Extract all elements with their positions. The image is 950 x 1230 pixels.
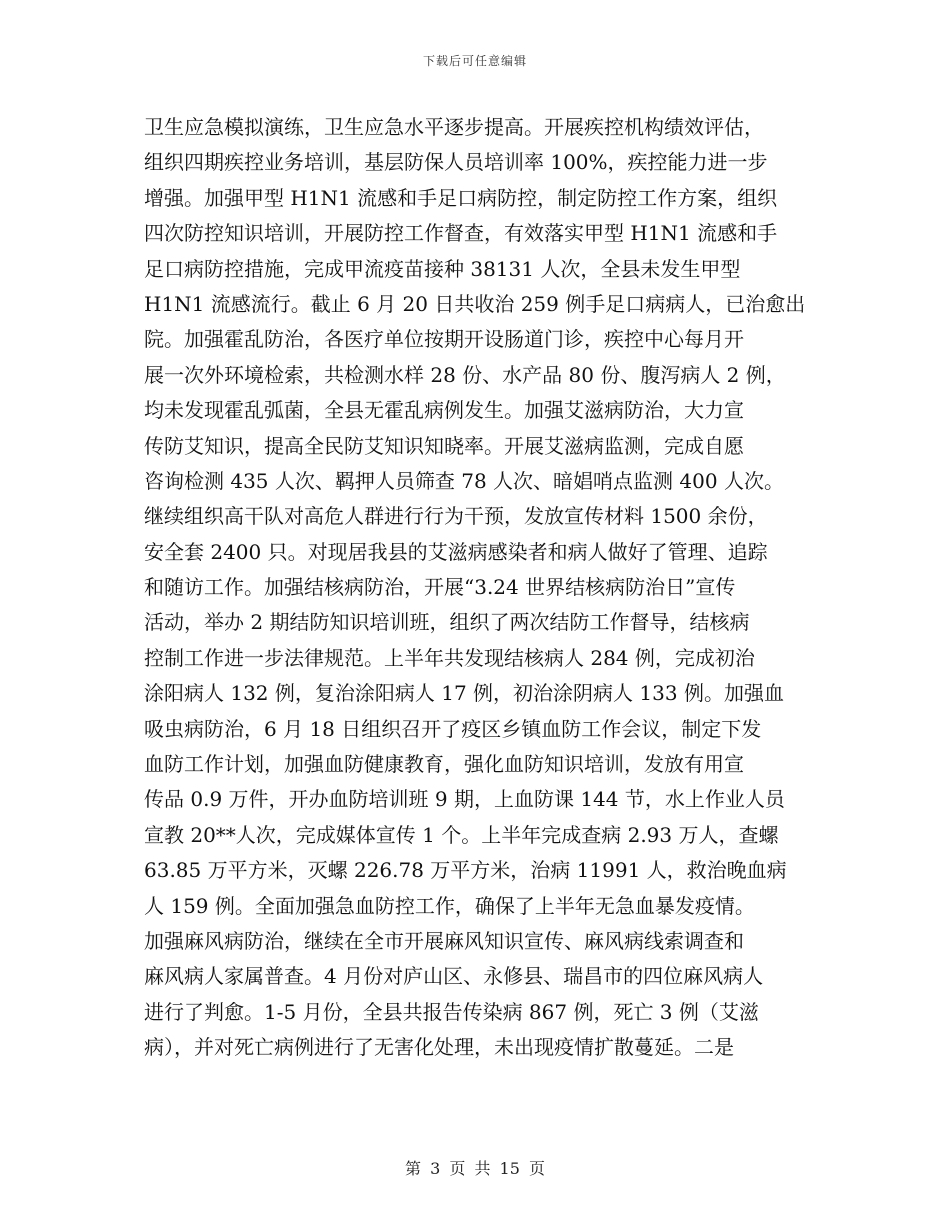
body-line: 麻风病人家属普查。4 月份对庐山区、永修县、瑞昌市的四位麻风病人	[144, 964, 764, 989]
body-line: 均未发现霍乱弧菌，全县无霍乱病例发生。加强艾滋病防治，大力宣	[144, 398, 744, 423]
body-line: 活动，举办 2 期结防知识培训班，组织了两次结防工作督导，结核病	[144, 610, 750, 635]
body-line: 增强。加强甲型 H1N1 流感和手足口病防控，制定防控工作方案，组织	[144, 185, 778, 210]
body-line: 组织四期疾控业务培训，基层防保人员培训率 100%，疾控能力进一步	[144, 150, 768, 175]
body-line: 四次防控知识培训，开展防控工作督查，有效落实甲型 H1N1 流感和手	[144, 221, 778, 246]
document-body	[144, 110, 812, 1066]
body-line: 院。加强霍乱防治，各医疗单位按期开设肠道门诊，疾控中心每月开	[144, 327, 744, 352]
body-line: 控制工作进一步法律规范。上半年共发现结核病人 284 例，完成初治	[144, 645, 755, 670]
body-line: 63.85 万平方米，灭螺 226.78 万平方米，治病 11991 人，救治晚血病	[144, 858, 787, 883]
body-line: 涂阳病人 132 例，复治涂阳病人 17 例，初治涂阴病人 133 例。加强血	[144, 681, 784, 706]
body-line: 病），并对死亡病例进行了无害化处理，未出现疫情扩散蔓延。二是	[144, 1035, 734, 1060]
body-line: 继续组织高干队对高危人群进行行为干预，发放宣传材料 1500 余份，	[144, 504, 768, 529]
body-line: 吸虫病防治，6 月 18 日组织召开了疫区乡镇血防工作会议，制定下发	[144, 716, 762, 741]
body-line: 加强麻风病防治，继续在全市开展麻风知识宣传、麻风病线索调查和	[144, 928, 744, 953]
body-line: 血防工作计划，加强血防健康教育，强化血防知识培训，发放有用宣	[144, 752, 744, 777]
body-line: 宣教 20**人次，完成媒体宣传 1 个。上半年完成查病 2.93 万人，查螺	[144, 822, 779, 847]
page-number: 第 3 页 共 15 页	[405, 1159, 545, 1178]
body-line: 足口病防控措施，完成甲流疫苗接种 38131 人次，全县未发生甲型	[144, 256, 741, 281]
body-line: 和随访工作。加强结核病防治，开展“3.24 世界结核病防治日”宣传	[144, 575, 736, 600]
body-line: 进行了判愈。1-5 月份，全县共报告传染病 867 例，死亡 3 例（艾滋	[144, 999, 759, 1024]
body-line: H1N1 流感流行。截止 6 月 20 日共收治 259 例手足口病病人，已治愈出	[144, 291, 806, 316]
body-line: 展一次外环境检索，共检测水样 28 份、水产品 80 份、腹泻病人 2 例，	[144, 362, 786, 387]
body-line: 传品 0.9 万件，开办血防培训班 9 期，上血防课 144 节，水上作业人员	[144, 787, 785, 812]
page-header: 下载后可任意编辑	[422, 54, 527, 68]
body-line: 人 159 例。全面加强急血防控工作，确保了上半年无急血暴发疫情。	[144, 893, 755, 918]
body-line: 安全套 2400 只。对现居我县的艾滋病感染者和病人做好了管理、追踪	[144, 539, 768, 564]
body-line: 咨询检测 435 人次、羁押人员筛查 78 人次、暗娼哨点监测 400 人次。	[144, 468, 784, 493]
body-line: 传防艾知识，提高全民防艾知识知晓率。开展艾滋病监测，完成自愿	[144, 433, 744, 458]
body-line: 卫生应急模拟演练，卫生应急水平逐步提高。开展疾控机构绩效评估，	[144, 115, 764, 139]
